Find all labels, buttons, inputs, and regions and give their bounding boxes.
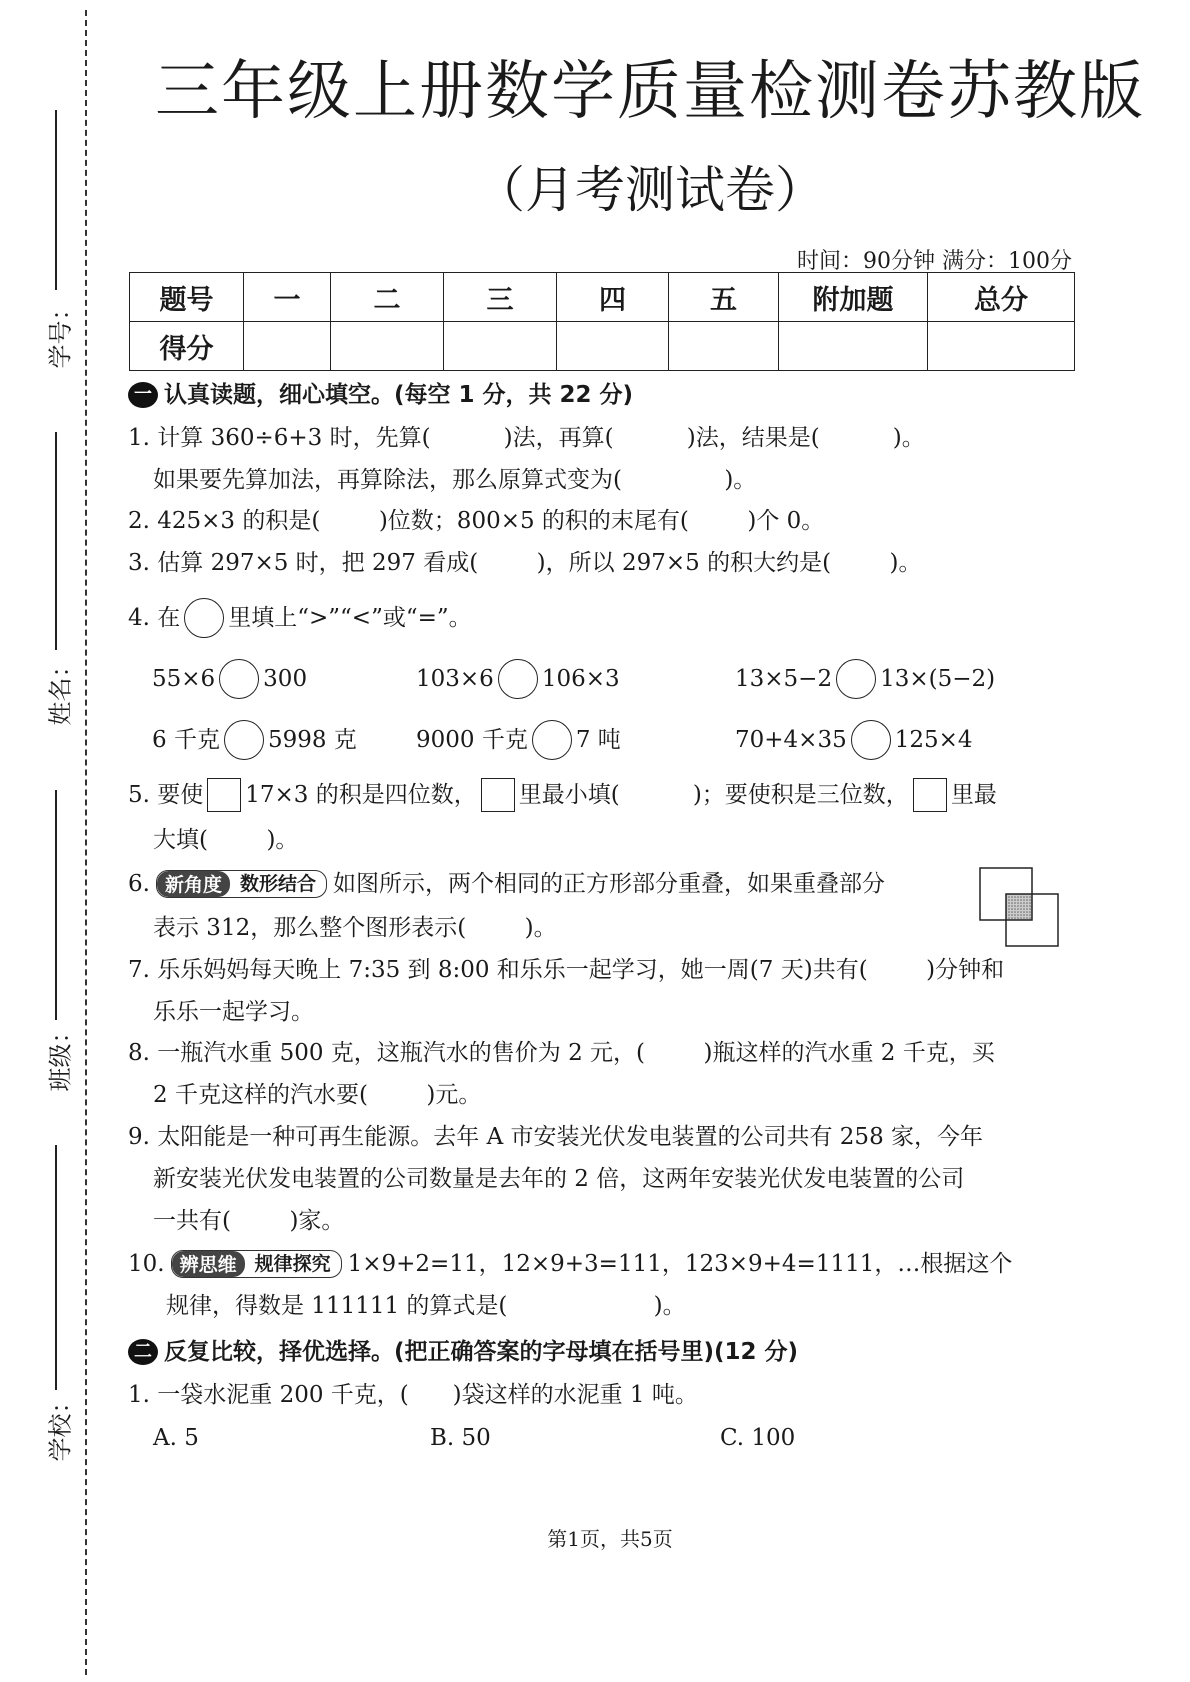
- question-line: 大填( )。: [153, 827, 299, 853]
- question-line: 规律，得数是 111111 的算式是( )。: [166, 1293, 686, 1319]
- header-cell: 三: [444, 273, 557, 322]
- badge-secondary: 规律探究: [254, 1253, 331, 1275]
- badge-secondary: 数形结合: [239, 873, 316, 895]
- compare-item: [152, 659, 307, 699]
- class-line: [55, 790, 57, 1020]
- text: 里最: [950, 782, 997, 808]
- compare-item: [416, 720, 621, 760]
- name-line: [55, 432, 57, 650]
- text: 里填上“>”“<”或“=”。: [228, 605, 472, 631]
- score-cell[interactable]: [557, 322, 669, 371]
- compare-circle[interactable]: [836, 659, 876, 699]
- score-cell[interactable]: [331, 322, 444, 371]
- school-line: [55, 1145, 57, 1390]
- question-line: [128, 598, 472, 638]
- section-title: 认真读题，细心填空。(每空 1 分，共 22 分): [164, 382, 634, 408]
- score-cell[interactable]: [928, 322, 1075, 371]
- row-label: 得分: [130, 322, 244, 371]
- compare-circle[interactable]: [219, 659, 259, 699]
- question-line: 9. 太阳能是一种可再生能源。去年 A 市安装光伏发电装置的公司共有 258 家，今年: [128, 1124, 984, 1150]
- compare-circle[interactable]: [224, 720, 264, 760]
- text: 里最小填( )；要使积是三位数，: [518, 782, 909, 808]
- text: 1×9+2=11，12×9+3=111，123×9+4=1111，…根据这个: [347, 1251, 1013, 1277]
- right-expr: 7 吨: [575, 727, 621, 753]
- question-line: 2 千克这样的汽水要( )元。: [153, 1082, 482, 1108]
- question-line: 如果要先算加法，再算除法，那么原算式变为( )。: [153, 467, 757, 493]
- page-title: 三年级上册数学质量检测卷苏教版: [155, 55, 1145, 129]
- school-label: 学校：: [46, 1389, 75, 1462]
- header-cell: 二: [331, 273, 444, 322]
- question-line: [128, 778, 997, 812]
- compare-item: [152, 720, 357, 760]
- box-icon: [481, 778, 515, 812]
- circle-blank-icon: [184, 598, 224, 638]
- left-expr: 9000 千克: [416, 727, 528, 753]
- tag-badge: [156, 870, 327, 898]
- score-cell[interactable]: [244, 322, 331, 371]
- left-expr: 70+4×35: [735, 727, 847, 753]
- section-1-heading: [128, 380, 633, 410]
- header-cell: 五: [669, 273, 779, 322]
- left-expr: 13×5−2: [735, 666, 833, 692]
- question-line: [128, 1249, 1012, 1279]
- score-cell[interactable]: [444, 322, 557, 371]
- box-blank[interactable]: [207, 778, 241, 812]
- header-cell: 附加题: [779, 273, 928, 322]
- question-line: 3. 估算 297×5 时，把 297 看成( )，所以 297×5 的积大约是( )。: [128, 550, 922, 576]
- question-line: 一共有( )家。: [153, 1208, 345, 1234]
- student-id-label: 学号：: [46, 296, 75, 369]
- page-subtitle: （月考测试卷）: [475, 161, 825, 219]
- compare-item: [416, 659, 620, 699]
- right-expr: 5998 克: [267, 727, 357, 753]
- left-expr: 6 千克: [152, 727, 220, 753]
- left-expr: 103×6: [416, 666, 494, 692]
- badge-primary: 辨思维: [172, 1251, 245, 1277]
- score-cell[interactable]: [779, 322, 928, 371]
- badge-primary: 新角度: [157, 871, 230, 897]
- section-2-heading: [128, 1337, 798, 1367]
- header-cell: 总分: [928, 273, 1075, 322]
- question-line: 2. 425×3 的积是( )位数；800×5 的积的末尾有( )个 0。: [128, 508, 825, 534]
- option-b: B. 50: [430, 1425, 491, 1451]
- score-table-header: [130, 273, 1075, 322]
- question-line: 1. 计算 360÷6+3 时，先算( )法，再算( )法，结果是( )。: [128, 425, 925, 451]
- overlapping-squares-figure: [978, 866, 1060, 948]
- binding-dashed-line: [85, 10, 87, 1675]
- compare-item: [735, 659, 995, 699]
- compare-circle[interactable]: [498, 659, 538, 699]
- text: 6.: [128, 871, 150, 897]
- option-a: A. 5: [153, 1425, 199, 1451]
- right-expr: 300: [263, 666, 308, 692]
- right-expr: 106×3: [541, 666, 620, 692]
- page-footer: 第1页，共5页: [547, 1527, 673, 1551]
- question-line: [128, 869, 885, 899]
- score-row: [130, 322, 1075, 371]
- option-c: C. 100: [720, 1425, 796, 1451]
- score-cell[interactable]: [669, 322, 779, 371]
- question-line: 8. 一瓶汽水重 500 克，这瓶汽水的售价为 2 元，( )瓶这样的汽水重 2 千克，买: [128, 1040, 995, 1066]
- compare-circle[interactable]: [851, 720, 891, 760]
- compare-circle[interactable]: [532, 720, 572, 760]
- question-line: 1. 一袋水泥重 200 千克，( )袋这样的水泥重 1 吨。: [128, 1382, 698, 1408]
- text: 10.: [128, 1251, 165, 1277]
- score-table: [129, 272, 1075, 371]
- right-expr: 13×(5−2): [880, 666, 996, 692]
- question-line: 乐乐一起学习。: [153, 999, 314, 1025]
- box-icon: [913, 778, 947, 812]
- header-cell: 一: [244, 273, 331, 322]
- question-line: 新安装光伏发电装置的公司数量是去年的 2 倍，这两年安装光伏发电装置的公司: [153, 1166, 965, 1192]
- left-expr: 55×6: [152, 666, 216, 692]
- section-title: 反复比较，择优选择。(把正确答案的字母填在括号里)(12 分): [164, 1339, 799, 1365]
- question-line: 表示 312，那么整个图形表示( )。: [153, 915, 557, 941]
- compare-item: [735, 720, 973, 760]
- tag-badge: [171, 1250, 342, 1278]
- text: 5. 要使: [128, 782, 204, 808]
- header-cell: 四: [557, 273, 669, 322]
- exam-meta: 时间：90分钟 满分：100分: [797, 249, 1072, 274]
- right-expr: 125×4: [894, 727, 973, 753]
- section-number-icon: 二: [128, 1339, 158, 1365]
- section-number-icon: 一: [128, 382, 158, 408]
- header-cell: 题号: [130, 273, 244, 322]
- text: 17×3 的积是四位数，: [245, 782, 477, 808]
- text: 如图所示，两个相同的正方形部分重叠，如果重叠部分: [332, 871, 885, 897]
- name-label: 姓名：: [46, 653, 75, 726]
- text: 4. 在: [128, 605, 181, 631]
- question-line: 7. 乐乐妈妈每天晚上 7:35 到 8:00 和乐乐一起学习，她一周(7 天)共有( )分钟和: [128, 957, 1005, 983]
- class-label: 班级：: [46, 1019, 75, 1092]
